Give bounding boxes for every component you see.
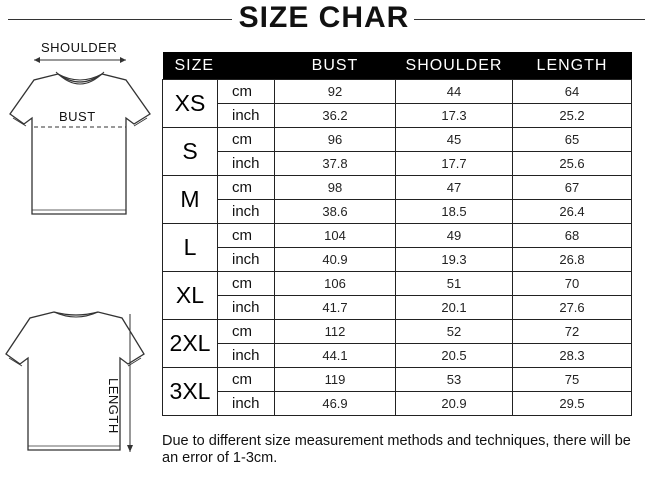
shoulder-value-cell: 17.7 — [396, 152, 513, 176]
length-value-cell: 26.4 — [513, 200, 632, 224]
bust-value-cell: 41.7 — [275, 296, 396, 320]
table-row — [163, 392, 632, 416]
table-row — [163, 296, 632, 320]
table-row — [163, 368, 632, 392]
table-row — [163, 200, 632, 224]
bust-value-cell: 92 — [275, 80, 396, 104]
shoulder-value-cell: 47 — [396, 176, 513, 200]
length-value-cell: 29.5 — [513, 392, 632, 416]
table-row — [163, 80, 632, 104]
table-row — [163, 152, 632, 176]
bust-value-cell: 40.9 — [275, 248, 396, 272]
unit-cell: inch — [218, 296, 275, 320]
table-row — [163, 272, 632, 296]
bust-value-cell: 119 — [275, 368, 396, 392]
table-row — [163, 128, 632, 152]
length-value-cell: 26.8 — [513, 248, 632, 272]
title-rule-left — [8, 19, 232, 20]
size-table — [162, 52, 632, 416]
tshirt-front-icon — [4, 56, 156, 218]
length-value-cell: 28.3 — [513, 344, 632, 368]
unit-cell: cm — [218, 368, 275, 392]
bust-value-cell: 46.9 — [275, 392, 396, 416]
table-header-row — [163, 52, 632, 80]
length-value-cell: 27.6 — [513, 296, 632, 320]
header-length: LENGTH — [513, 52, 632, 80]
size-cell: XS — [163, 80, 218, 128]
size-cell: 2XL — [163, 320, 218, 368]
table-row — [163, 104, 632, 128]
unit-cell: cm — [218, 320, 275, 344]
length-value-cell: 25.2 — [513, 104, 632, 128]
header-bust: BUST — [275, 52, 396, 80]
length-value-cell: 65 — [513, 128, 632, 152]
bust-label: BUST — [59, 109, 96, 124]
table-row — [163, 248, 632, 272]
shoulder-label: SHOULDER — [41, 40, 118, 55]
unit-cell: inch — [218, 392, 275, 416]
shoulder-value-cell: 20.5 — [396, 344, 513, 368]
length-value-cell: 72 — [513, 320, 632, 344]
tshirt-back-icon — [4, 300, 154, 460]
shoulder-value-cell: 51 — [396, 272, 513, 296]
bust-value-cell: 104 — [275, 224, 396, 248]
shoulder-value-cell: 49 — [396, 224, 513, 248]
bust-value-cell: 37.8 — [275, 152, 396, 176]
bust-value-cell: 96 — [275, 128, 396, 152]
unit-cell: cm — [218, 176, 275, 200]
size-cell: 3XL — [163, 368, 218, 416]
shoulder-value-cell: 20.1 — [396, 296, 513, 320]
bust-value-cell: 44.1 — [275, 344, 396, 368]
header-shoulder: SHOULDER — [396, 52, 513, 80]
shoulder-value-cell: 44 — [396, 80, 513, 104]
bust-value-cell: 36.2 — [275, 104, 396, 128]
shoulder-arrow-icon — [30, 56, 130, 64]
bust-value-cell: 98 — [275, 176, 396, 200]
bust-value-cell: 112 — [275, 320, 396, 344]
length-value-cell: 25.6 — [513, 152, 632, 176]
title-rule-right — [414, 19, 645, 20]
unit-cell: inch — [218, 200, 275, 224]
table-row — [163, 224, 632, 248]
length-label: LENGTH — [106, 378, 121, 434]
title-bar — [0, 0, 653, 38]
shoulder-value-cell: 52 — [396, 320, 513, 344]
size-cell: L — [163, 224, 218, 272]
unit-cell: inch — [218, 248, 275, 272]
shoulder-value-cell: 18.5 — [396, 200, 513, 224]
length-value-cell: 68 — [513, 224, 632, 248]
bust-value-cell: 106 — [275, 272, 396, 296]
length-value-cell: 70 — [513, 272, 632, 296]
bust-value-cell: 38.6 — [275, 200, 396, 224]
unit-cell: inch — [218, 104, 275, 128]
length-value-cell: 75 — [513, 368, 632, 392]
table-row — [163, 320, 632, 344]
unit-cell: inch — [218, 344, 275, 368]
unit-cell: cm — [218, 224, 275, 248]
length-value-cell: 64 — [513, 80, 632, 104]
page-title: SIZE CHAR — [238, 1, 410, 34]
unit-cell: cm — [218, 80, 275, 104]
table-row — [163, 344, 632, 368]
table-row — [163, 176, 632, 200]
shoulder-value-cell: 20.9 — [396, 392, 513, 416]
header-size: SIZE — [163, 52, 275, 80]
size-cell: XL — [163, 272, 218, 320]
size-cell: M — [163, 176, 218, 224]
shoulder-value-cell: 19.3 — [396, 248, 513, 272]
shoulder-value-cell: 45 — [396, 128, 513, 152]
shoulder-value-cell: 53 — [396, 368, 513, 392]
shoulder-value-cell: 17.3 — [396, 104, 513, 128]
length-value-cell: 67 — [513, 176, 632, 200]
measurement-note: Due to different size measurement methods and techniques, there will be an error of 1-3cm. — [162, 433, 631, 466]
unit-cell: cm — [218, 272, 275, 296]
unit-cell: cm — [218, 128, 275, 152]
size-cell: S — [163, 128, 218, 176]
unit-cell: inch — [218, 152, 275, 176]
